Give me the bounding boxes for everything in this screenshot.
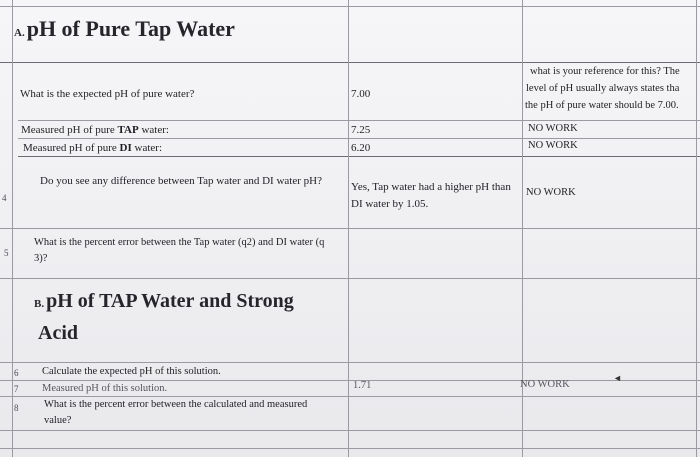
section-b-title-line2: Acid [38,322,78,344]
answer-di-ph: 6.20 [351,142,371,154]
cursor-arrow-icon: ◄ [613,373,622,383]
question-measured-solution: Measured pH of this solution. [42,383,168,394]
comment-difference-no-work: NO WORK [526,187,576,198]
answer-measured-solution: 1.71 [353,380,372,391]
question-calc-expected-ph: Calculate the expected pH of this solution. [42,366,221,377]
answer-tap-ph: 7.25 [351,124,371,136]
comment-reference-line3: the pH of pure water should be 7.00. [525,100,679,111]
answer-difference-line2: DI water by 1.05. [351,198,429,210]
row-number-8: 8 [14,403,19,413]
question-difference: Do you see any difference between Tap water and DI water pH? [40,175,322,187]
question-percent-error-b-line1: What is the percent error between the calculated and measured [44,399,308,410]
question-di-ph: Measured pH of pure DI water: [23,142,162,154]
row-number-7: 7 [14,384,19,394]
row-number-6: 6 [14,368,19,378]
answer-difference-line1: Yes, Tap water had a higher pH than [351,181,511,193]
row-number-4: 4 [2,193,7,203]
section-b-title-line1: B. pH of TAP Water and Strong [34,290,294,312]
comment-reference-line2: level of pH usually always states tha [526,83,680,94]
answer-expected-ph: 7.00 [351,88,371,100]
comment-tap-no-work: NO WORK [528,123,578,134]
comment-di-no-work: NO WORK [528,140,578,151]
comment-reference-line1: what is your reference for this? The [530,66,680,77]
section-a-title: A.pH of Pure Tap Water [14,16,235,41]
question-tap-ph: Measured pH of pure TAP water: [21,124,169,136]
question-percent-error-line2: 3)? [34,253,48,264]
question-percent-error-b-line2: value? [44,415,72,426]
comment-measured-no-work: NO WORK [520,379,570,390]
question-expected-ph: What is the expected pH of pure water? [20,88,195,100]
question-percent-error-line1: What is the percent error between the Tap water (q2) and DI water (q [34,237,325,248]
row-number-5: 5 [4,248,9,258]
